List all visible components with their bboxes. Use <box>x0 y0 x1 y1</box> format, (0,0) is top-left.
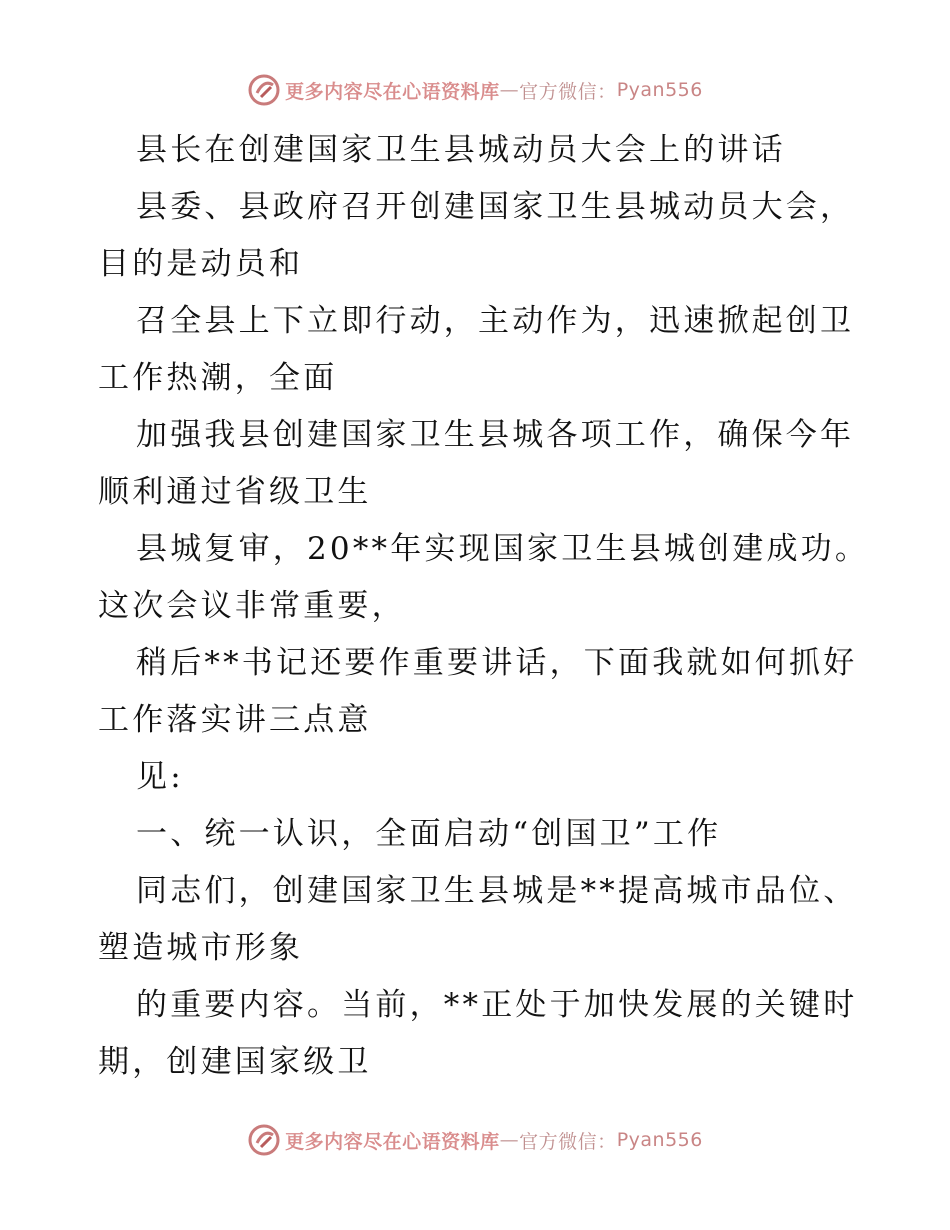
text-line: 加强我县创建国家卫生县城各项工作，确保今年 <box>136 417 855 453</box>
watermark-id: Pyan556 <box>616 79 703 101</box>
text-line: 县委、县政府召开创建国家卫生县城动员大会， <box>136 189 855 225</box>
watermark-label: 官方微信： <box>519 1130 617 1153</box>
text-line: 工作落实讲三点意 <box>98 702 372 738</box>
watermark-dash: — <box>499 1129 520 1151</box>
text-line: 工作热潮，全面 <box>98 360 338 396</box>
text-line: 同志们，创建国家卫生县城是**提高城市品位、 <box>136 873 858 909</box>
watermark-brand: 更多内容尽在心语资料库 <box>285 1130 500 1153</box>
text-line: 期，创建国家级卫 <box>98 1044 372 1080</box>
text-line: 县城复审，20**年实现国家卫生县城创建成功。 <box>136 531 870 567</box>
brand-logo-icon <box>247 73 281 107</box>
text-line: 稍后**书记还要作重要讲话，下面我就如何抓好 <box>136 645 858 681</box>
text-line: 塑造城市形象 <box>98 930 304 966</box>
text-line: 目的是动员和 <box>98 246 304 282</box>
text-line: 一、统一认识，全面启动“创国卫”工作 <box>136 816 722 852</box>
text-line: 召全县上下立即行动，主动作为，迅速掀起创卫 <box>136 303 855 339</box>
document-body <box>98 122 870 1091</box>
text-line: 的重要内容。当前，**正处于加快发展的关键时 <box>136 987 858 1023</box>
watermark-label: 官方微信： <box>519 80 617 103</box>
text-line: 顺利通过省级卫生 <box>98 474 372 510</box>
watermark-header <box>0 70 950 110</box>
watermark-footer <box>0 1120 950 1160</box>
text-line: 这次会议非常重要， <box>98 588 406 624</box>
watermark-id: Pyan556 <box>616 1129 703 1151</box>
watermark-brand: 更多内容尽在心语资料库 <box>285 80 500 103</box>
text-line: 县长在创建国家卫生县城动员大会上的讲话 <box>136 132 786 168</box>
text-line: 见: <box>136 759 184 795</box>
brand-logo-icon <box>247 1123 281 1157</box>
watermark-dash: — <box>499 79 520 101</box>
